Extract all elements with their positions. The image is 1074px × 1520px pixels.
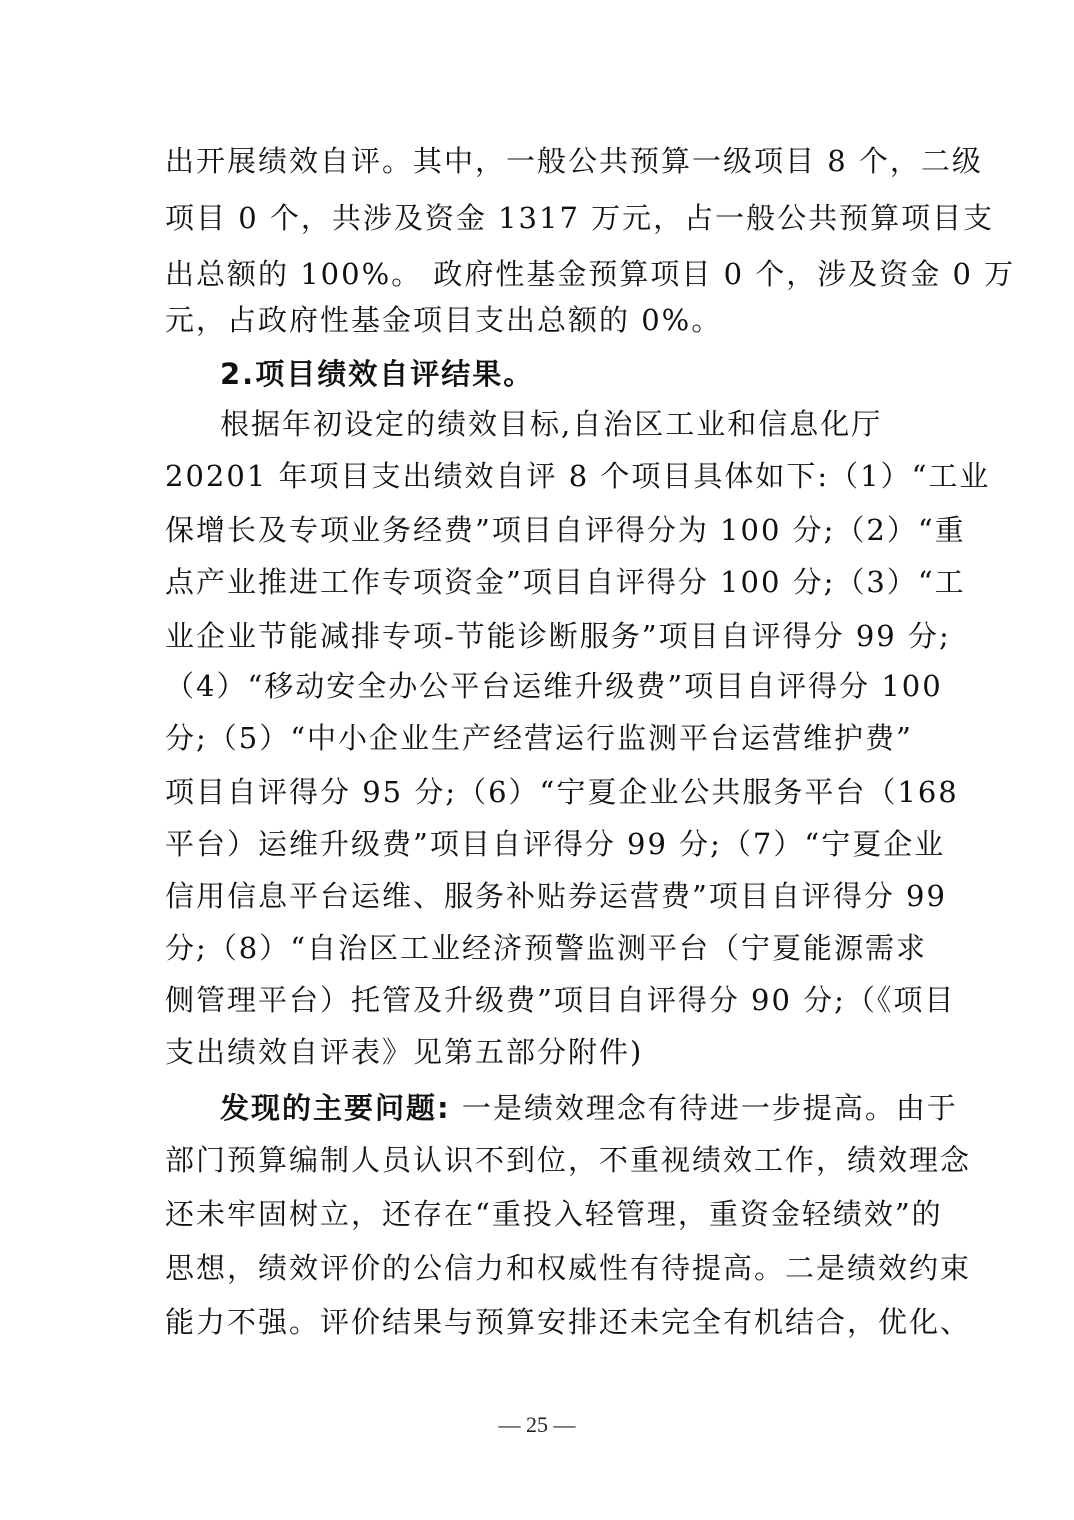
paragraph-line: 出开展绩效自评。其中，一般公共预算一级项目 8 个，二级: [165, 144, 983, 178]
paragraph-line: 业企业节能减排专项-节能诊断服务”项目自评得分 99 分;: [165, 619, 951, 653]
paragraph-line: 部门预算编制人员认识不到位，不重视绩效工作，绩效理念: [165, 1143, 972, 1177]
paragraph-line: （4）“移动安全办公平台运维升级费”项目自评得分 100: [165, 669, 943, 703]
paragraph-line: 20201 年项目支出绩效自评 8 个项目具体如下:（1）“工业: [165, 459, 991, 493]
page-number: — 25 —: [498, 1412, 576, 1437]
paragraph-line: 信用信息平台运维、服务补贴券运营费”项目自评得分 99: [165, 879, 947, 913]
paragraph-line: 出总额的 100%。 政府性基金预算项目 0 个，涉及资金 0 万: [165, 257, 1016, 291]
paragraph-line: 分;（5）“中小企业生产经营运行监测平台运营维护费”: [165, 721, 913, 755]
paragraph-line: 根据年初设定的绩效目标,自治区工业和信息化厅: [220, 407, 883, 441]
paragraph-line: 平台）运维升级费”项目自评得分 99 分;（7）“宁夏企业: [165, 827, 946, 861]
paragraph-line: 保增长及专项业务经费”项目自评得分为 100 分;（2）“重: [165, 513, 966, 547]
paragraph-line: 点产业推进工作专项资金”项目自评得分 100 分;（3）“工: [165, 565, 966, 599]
paragraph-line: 思想，绩效评价的公信力和权威性有待提高。二是绩效约束: [165, 1251, 972, 1285]
paragraph-line: 分;（8）“自治区工业经济预警监测平台（宁夏能源需求: [165, 931, 928, 965]
problem-paragraph-first-line: [220, 1090, 980, 1126]
paragraph-line: 还未牢固树立，还存在“重投入轻管理，重资金轻绩效”的: [165, 1197, 943, 1231]
paragraph-line: 项目 0 个，共涉及资金 1317 万元，占一般公共预算项目支: [165, 201, 995, 235]
problem-text: 一是绩效理念有待进一步提高。由于: [450, 1091, 958, 1125]
problem-lead-label: 发现的主要问题:: [220, 1091, 451, 1125]
paragraph-line: 侧管理平台）托管及升级费”项目自评得分 90 分;（《项目: [165, 983, 956, 1017]
paragraph-line: 项目自评得分 95 分;（6）“宁夏企业公共服务平台（168: [165, 775, 959, 809]
section-heading: 2.项目绩效自评结果。: [220, 357, 535, 391]
paragraph-line: 能力不强。评价结果与预算安排还未完全有机结合，优化、: [165, 1305, 972, 1339]
paragraph-line: 元，占政府性基金项目支出总额的 0%。: [165, 303, 723, 337]
paragraph-line: 支出绩效自评表》见第五部分附件): [165, 1035, 644, 1069]
